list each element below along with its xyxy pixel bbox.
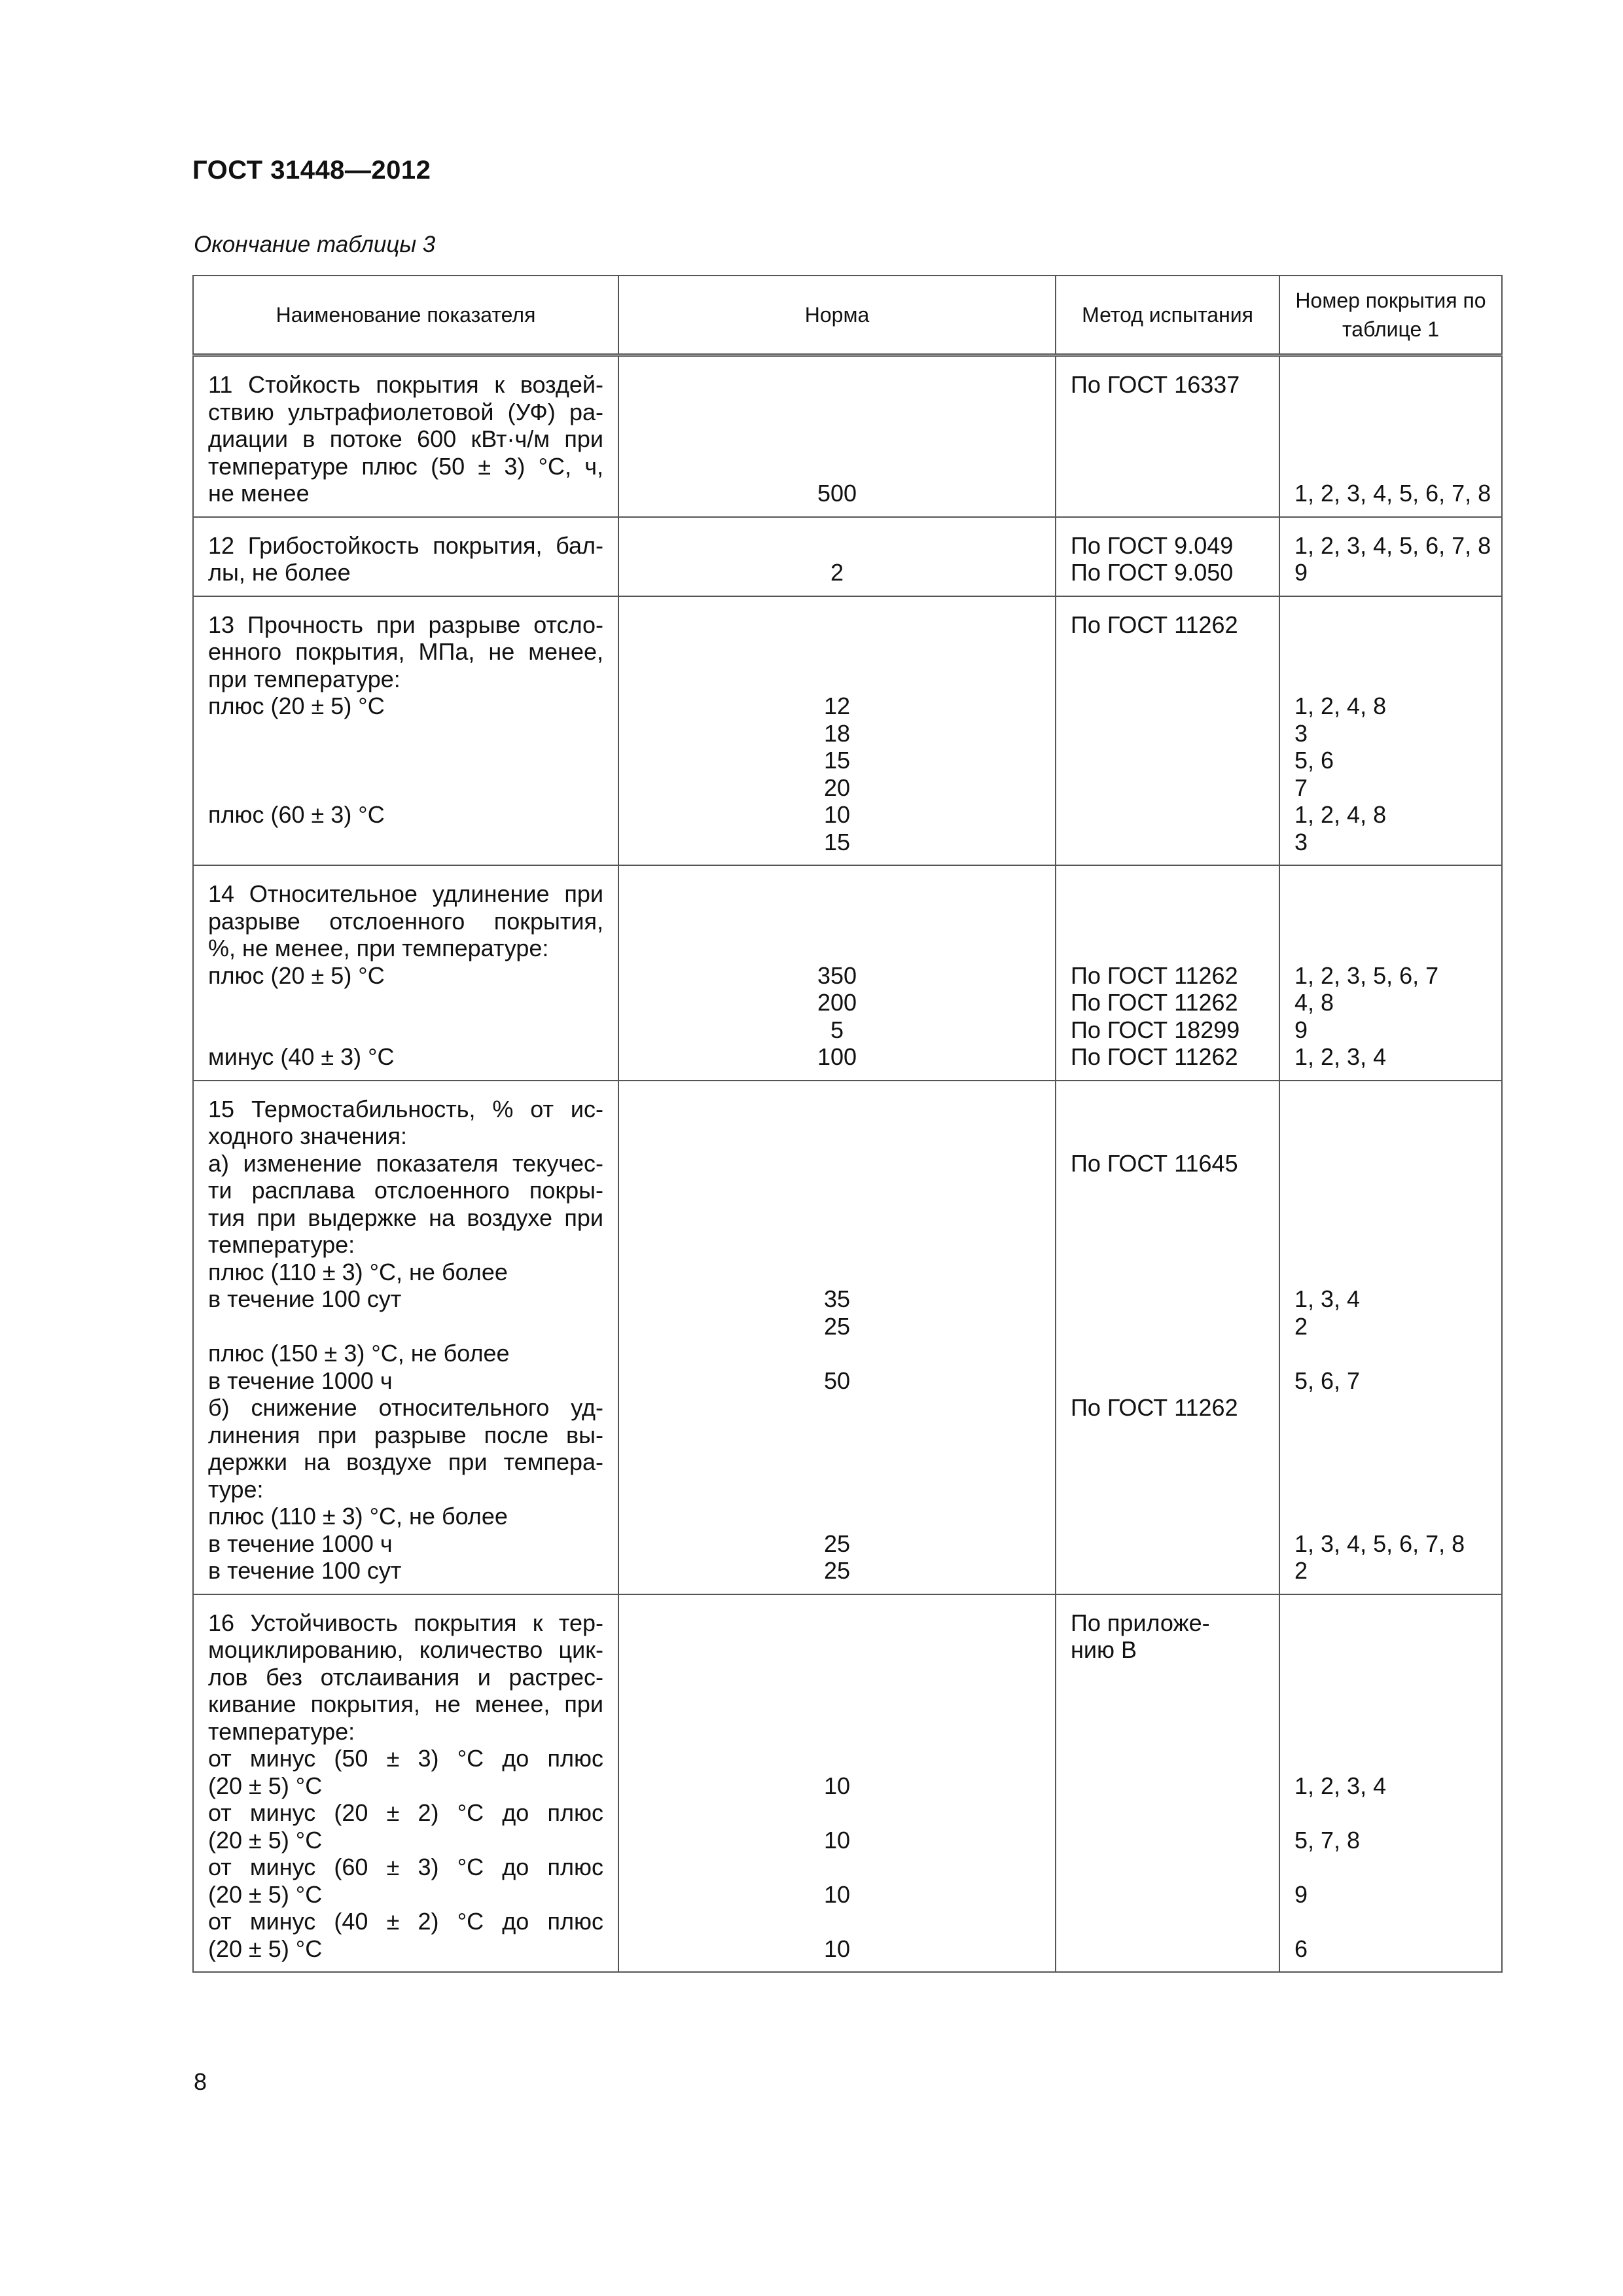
cover-line bbox=[1294, 1664, 1487, 1691]
cover-line bbox=[1294, 1476, 1487, 1503]
method-line bbox=[1071, 1313, 1264, 1340]
indicator-line: температуре: bbox=[208, 1231, 355, 1258]
norm-line bbox=[633, 1204, 1041, 1232]
cover-line: 1, 2, 3, 4, 5, 6, 7, 8 bbox=[1294, 480, 1491, 507]
norm-line: 25 bbox=[823, 1530, 851, 1557]
cover-line: 1, 3, 4 bbox=[1294, 1285, 1361, 1312]
indicator-line: минус (40 ± 3) °С bbox=[208, 1043, 395, 1070]
method-cell bbox=[1056, 596, 1279, 866]
cover-line bbox=[1294, 1854, 1487, 1881]
method-line bbox=[1071, 399, 1264, 426]
method-line bbox=[1071, 692, 1264, 720]
method-line bbox=[1071, 1204, 1264, 1232]
method-line bbox=[1071, 480, 1264, 507]
method-line bbox=[1071, 425, 1264, 453]
norm-line: 10 bbox=[823, 1826, 851, 1854]
norm-line: 25 bbox=[823, 1557, 851, 1584]
cover-line bbox=[1294, 666, 1487, 693]
method-line bbox=[1071, 1231, 1264, 1259]
norm-line bbox=[633, 1231, 1041, 1259]
norm-line bbox=[633, 399, 1041, 426]
table-row bbox=[193, 1081, 1502, 1594]
method-line bbox=[1071, 1530, 1264, 1558]
indicator-line: от минус (20 ± 2) °С до плюс bbox=[208, 1799, 603, 1826]
norm-line bbox=[633, 1854, 1041, 1881]
method-line bbox=[1071, 1557, 1264, 1585]
cover-line bbox=[1294, 399, 1487, 426]
indicator-line: а) изменение показателя текучес- bbox=[208, 1149, 603, 1177]
indicator-line: плюс (150 ± 3) °С, не более bbox=[208, 1340, 510, 1367]
table-row bbox=[193, 865, 1502, 1081]
norm-cell bbox=[618, 355, 1056, 517]
method-line bbox=[1071, 1799, 1264, 1827]
norm-line bbox=[633, 1745, 1041, 1772]
column-header-method: Метод испытания bbox=[1056, 276, 1279, 355]
indicator-line: в течение 100 сут bbox=[208, 1557, 402, 1584]
norm-line bbox=[633, 1394, 1041, 1422]
indicator-line: (20 ± 5) °С bbox=[208, 1880, 323, 1908]
indicator-line: температуре: bbox=[208, 1717, 355, 1745]
method-line bbox=[1071, 1448, 1264, 1476]
cover-line: 9 bbox=[1294, 1016, 1308, 1043]
method-line bbox=[1071, 453, 1264, 480]
method-line: нию В bbox=[1071, 1636, 1137, 1663]
cover-line: 4, 8 bbox=[1294, 989, 1334, 1016]
cover-line: 5, 6, 7 bbox=[1294, 1367, 1361, 1394]
indicator-line: енного покрытия, МПа, не менее, bbox=[208, 638, 603, 665]
indicator-line: лов без отслаивания и растрес- bbox=[208, 1663, 603, 1691]
norm-line bbox=[633, 666, 1041, 693]
indicator-line: разрыве отслоенного покрытия, bbox=[208, 907, 603, 935]
document-header: ГОСТ 31448—2012 bbox=[192, 156, 431, 185]
indicator-line: не менее bbox=[208, 480, 310, 507]
norm-line: 15 bbox=[823, 828, 851, 855]
cover-line bbox=[1294, 1799, 1487, 1827]
method-line: По ГОСТ 9.050 bbox=[1071, 559, 1234, 586]
method-cell bbox=[1056, 1081, 1279, 1594]
indicator-line: (20 ± 5) °С bbox=[208, 1826, 323, 1854]
indicator-line: температуре плюс (50 ± 3) °С, ч, bbox=[208, 452, 603, 480]
norm-line bbox=[633, 1691, 1041, 1718]
cover-line: 1, 2, 3, 4 bbox=[1294, 1043, 1387, 1070]
name-cell bbox=[193, 865, 618, 1081]
norm-line bbox=[633, 1799, 1041, 1827]
method-line: По ГОСТ 18299 bbox=[1071, 1016, 1240, 1043]
indicator-line: моциклированию, количество цик- bbox=[208, 1636, 603, 1663]
method-line bbox=[1071, 1122, 1264, 1150]
cover-line: 1, 2, 3, 5, 6, 7 bbox=[1294, 961, 1439, 989]
cover-line bbox=[1294, 1609, 1487, 1637]
indicator-line bbox=[208, 1313, 603, 1340]
norm-line bbox=[633, 1177, 1041, 1204]
cover-line bbox=[1294, 1422, 1487, 1449]
indicator-line: плюс (110 ± 3) °С, не более bbox=[208, 1503, 508, 1530]
method-line bbox=[1071, 1827, 1264, 1854]
indicator-line: плюс (110 ± 3) °С, не более bbox=[208, 1258, 508, 1285]
method-line: По ГОСТ 9.049 bbox=[1071, 531, 1234, 559]
norm-cell bbox=[618, 1081, 1056, 1594]
cover-line: 5, 6 bbox=[1294, 747, 1334, 774]
indicator-line bbox=[208, 1016, 603, 1044]
norm-line: 15 bbox=[823, 747, 851, 774]
cover-line: 1, 2, 4, 8 bbox=[1294, 692, 1387, 719]
norm-line: 2 bbox=[830, 559, 844, 586]
cover-line bbox=[1294, 453, 1487, 480]
method-cell bbox=[1056, 517, 1279, 596]
indicator-line: ствию ультрафиолетовой (УФ) ра- bbox=[208, 398, 603, 425]
indicator-line: линения при разрыве после вы- bbox=[208, 1421, 603, 1448]
norm-line bbox=[633, 935, 1041, 962]
cover-line: 3 bbox=[1294, 719, 1308, 747]
indicator-line bbox=[208, 774, 603, 802]
norm-line bbox=[633, 1340, 1041, 1367]
method-line bbox=[1071, 880, 1264, 908]
norm-line bbox=[633, 611, 1041, 639]
name-cell bbox=[193, 517, 618, 596]
norm-line: 10 bbox=[823, 1772, 851, 1799]
norm-line bbox=[633, 908, 1041, 935]
cover-line bbox=[1294, 611, 1487, 639]
method-line: По ГОСТ 11645 bbox=[1071, 1149, 1238, 1177]
indicator-line: тия при выдержке на воздухе при bbox=[208, 1204, 603, 1231]
indicator-line: (20 ± 5) °С bbox=[208, 1772, 323, 1799]
method-line: По ГОСТ 11262 bbox=[1071, 1043, 1238, 1070]
cover-line: 7 bbox=[1294, 774, 1308, 801]
indicator-line: при температуре: bbox=[208, 665, 401, 692]
cover-line bbox=[1294, 908, 1487, 935]
table-row bbox=[193, 596, 1502, 866]
indicator-line: в течение 1000 ч bbox=[208, 1530, 393, 1557]
indicator-line: плюс (20 ± 5) °С bbox=[208, 692, 385, 719]
method-line bbox=[1071, 1503, 1264, 1530]
cover-number-cell bbox=[1279, 1081, 1502, 1594]
indicator-line: кивание покрытия, не менее, при bbox=[208, 1691, 603, 1717]
method-line: По приложе- bbox=[1071, 1609, 1210, 1636]
norm-line bbox=[633, 1150, 1041, 1177]
cover-line bbox=[1294, 1150, 1487, 1177]
table-caption: Окончание таблицы 3 bbox=[194, 232, 436, 257]
method-line bbox=[1071, 1745, 1264, 1772]
method-line bbox=[1071, 747, 1264, 774]
norm-line bbox=[633, 1718, 1041, 1746]
norm-cell bbox=[618, 865, 1056, 1081]
cover-number-cell bbox=[1279, 1594, 1502, 1973]
indicator-line: от минус (40 ± 2) °С до плюс bbox=[208, 1908, 603, 1935]
cover-line: 1, 2, 3, 4 bbox=[1294, 1772, 1387, 1799]
indicator-line: б) снижение относительного уд- bbox=[208, 1394, 603, 1421]
cover-line bbox=[1294, 371, 1487, 399]
table-body bbox=[193, 355, 1502, 1973]
table-row bbox=[193, 517, 1502, 596]
norm-line bbox=[633, 371, 1041, 399]
cover-line bbox=[1294, 1908, 1487, 1935]
cover-line bbox=[1294, 1259, 1487, 1286]
norm-line bbox=[633, 532, 1041, 560]
cover-line: 1, 2, 4, 8 bbox=[1294, 801, 1387, 828]
cover-line bbox=[1294, 1718, 1487, 1746]
indicator-line: плюс (20 ± 5) °С bbox=[208, 961, 385, 989]
norm-line bbox=[633, 1636, 1041, 1664]
method-line bbox=[1071, 1422, 1264, 1449]
cover-line bbox=[1294, 1122, 1487, 1150]
norm-line: 18 bbox=[823, 719, 851, 747]
cover-line: 5, 7, 8 bbox=[1294, 1826, 1361, 1854]
cover-line: 6 bbox=[1294, 1935, 1308, 1962]
indicator-line: ходного значения: bbox=[208, 1122, 407, 1149]
method-line bbox=[1071, 1476, 1264, 1503]
name-cell bbox=[193, 1594, 618, 1973]
indicator-line bbox=[208, 747, 603, 774]
cover-line: 1, 3, 4, 5, 6, 7, 8 bbox=[1294, 1530, 1465, 1557]
cover-line bbox=[1294, 1691, 1487, 1718]
method-line bbox=[1071, 1340, 1264, 1367]
column-header-norm: Норма bbox=[618, 276, 1056, 355]
cover-line bbox=[1294, 880, 1487, 908]
cover-line bbox=[1294, 425, 1487, 453]
method-line bbox=[1071, 908, 1264, 935]
table-row bbox=[193, 1594, 1502, 1973]
table-header-row bbox=[193, 276, 1502, 355]
indicator-line: %, не менее, при температуре: bbox=[208, 935, 549, 961]
method-line bbox=[1071, 666, 1264, 693]
indicator-line: от минус (50 ± 3) °С до плюс bbox=[208, 1745, 603, 1772]
indicator-line: 15 Термостабильность, % от ис- bbox=[208, 1095, 603, 1122]
properties-table bbox=[192, 275, 1503, 1973]
cover-line: 9 bbox=[1294, 1880, 1308, 1908]
indicator-line: (20 ± 5) °С bbox=[208, 1935, 323, 1962]
method-line bbox=[1071, 720, 1264, 747]
norm-line: 50 bbox=[823, 1367, 851, 1394]
cover-number-cell bbox=[1279, 517, 1502, 596]
indicator-line: 12 Грибостойкость покрытия, бал- bbox=[208, 531, 603, 559]
cover-line: 1, 2, 3, 4, 5, 6, 7, 8 bbox=[1294, 531, 1491, 559]
name-cell bbox=[193, 355, 618, 517]
cover-line bbox=[1294, 1177, 1487, 1204]
cover-line: 2 bbox=[1294, 1557, 1308, 1584]
norm-line bbox=[633, 1503, 1041, 1530]
method-line bbox=[1071, 1772, 1264, 1800]
cover-line bbox=[1294, 1096, 1487, 1123]
norm-line: 35 bbox=[823, 1285, 851, 1312]
method-line bbox=[1071, 638, 1264, 666]
method-line bbox=[1071, 1718, 1264, 1746]
method-line: По ГОСТ 11262 bbox=[1071, 1394, 1238, 1421]
method-line: По ГОСТ 16337 bbox=[1071, 371, 1240, 398]
norm-line bbox=[633, 1259, 1041, 1286]
indicator-line: 16 Устойчивость покрытия к тер- bbox=[208, 1609, 603, 1636]
method-line bbox=[1071, 1367, 1264, 1395]
norm-line bbox=[633, 1609, 1041, 1637]
method-line bbox=[1071, 1259, 1264, 1286]
indicator-line bbox=[208, 829, 603, 856]
name-cell bbox=[193, 1081, 618, 1594]
column-header-name: Наименование показателя bbox=[193, 276, 618, 355]
norm-line bbox=[633, 1664, 1041, 1691]
method-line: По ГОСТ 11262 bbox=[1071, 989, 1238, 1016]
indicator-line: ти расплава отслоенного покры- bbox=[208, 1177, 603, 1204]
cover-line bbox=[1294, 1448, 1487, 1476]
norm-cell bbox=[618, 596, 1056, 866]
method-line bbox=[1071, 1691, 1264, 1718]
name-cell bbox=[193, 596, 618, 866]
norm-line bbox=[633, 638, 1041, 666]
method-line bbox=[1071, 1285, 1264, 1313]
cover-line bbox=[1294, 1340, 1487, 1367]
method-line bbox=[1071, 1096, 1264, 1123]
cover-line bbox=[1294, 638, 1487, 666]
method-line: По ГОСТ 11262 bbox=[1071, 961, 1238, 989]
method-line bbox=[1071, 774, 1264, 802]
indicator-line: 11 Стойкость покрытия к воздей- bbox=[208, 371, 603, 398]
norm-line: 100 bbox=[817, 1043, 857, 1070]
cover-line bbox=[1294, 1503, 1487, 1530]
norm-line bbox=[633, 880, 1041, 908]
method-line bbox=[1071, 1664, 1264, 1691]
method-line bbox=[1071, 1908, 1264, 1935]
cover-line bbox=[1294, 1636, 1487, 1664]
norm-line: 10 bbox=[823, 1935, 851, 1962]
norm-line: 200 bbox=[817, 989, 857, 1016]
norm-cell bbox=[618, 517, 1056, 596]
norm-line bbox=[633, 1096, 1041, 1123]
indicator-line: туре: bbox=[208, 1475, 264, 1503]
norm-line: 5 bbox=[830, 1016, 844, 1043]
method-line bbox=[1071, 1935, 1264, 1963]
norm-line: 12 bbox=[823, 692, 851, 719]
indicator-line: от минус (60 ± 3) °С до плюс bbox=[208, 1854, 603, 1880]
table-row bbox=[193, 355, 1502, 517]
indicator-line bbox=[208, 720, 603, 747]
indicator-line: в течение 100 сут bbox=[208, 1285, 402, 1312]
method-cell bbox=[1056, 355, 1279, 517]
method-line bbox=[1071, 1177, 1264, 1204]
cover-number-cell bbox=[1279, 865, 1502, 1081]
cover-number-cell bbox=[1279, 355, 1502, 517]
method-cell bbox=[1056, 1594, 1279, 1973]
norm-line: 10 bbox=[823, 1880, 851, 1908]
cover-line bbox=[1294, 1394, 1487, 1422]
cover-line bbox=[1294, 935, 1487, 962]
norm-line: 500 bbox=[817, 480, 857, 507]
norm-line: 20 bbox=[823, 774, 851, 801]
cover-line: 9 bbox=[1294, 559, 1308, 586]
method-line: По ГОСТ 11262 bbox=[1071, 611, 1238, 638]
cover-line bbox=[1294, 1231, 1487, 1259]
norm-cell bbox=[618, 1594, 1056, 1973]
norm-line bbox=[633, 425, 1041, 453]
norm-line bbox=[633, 1908, 1041, 1935]
cover-line bbox=[1294, 1204, 1487, 1232]
cover-line: 3 bbox=[1294, 828, 1308, 855]
method-cell bbox=[1056, 865, 1279, 1081]
indicator-line bbox=[208, 989, 603, 1016]
column-header-cover-number: Номер покрытия по таблице 1 bbox=[1279, 276, 1502, 355]
indicator-line: держки на воздухе при темпера- bbox=[208, 1448, 603, 1475]
indicator-line: в течение 1000 ч bbox=[208, 1367, 393, 1394]
norm-line: 10 bbox=[823, 801, 851, 828]
norm-line bbox=[633, 1422, 1041, 1449]
indicator-line: 14 Относительное удлинение при bbox=[208, 880, 603, 907]
norm-line bbox=[633, 1448, 1041, 1476]
page-number: 8 bbox=[194, 2068, 207, 2095]
cover-line bbox=[1294, 1745, 1487, 1772]
indicator-line: лы, не более bbox=[208, 559, 351, 586]
cover-line: 2 bbox=[1294, 1312, 1308, 1340]
norm-line bbox=[633, 1476, 1041, 1503]
norm-line: 350 bbox=[817, 961, 857, 989]
method-line bbox=[1071, 829, 1264, 856]
method-line bbox=[1071, 1854, 1264, 1881]
cover-number-cell bbox=[1279, 596, 1502, 866]
method-line bbox=[1071, 801, 1264, 829]
indicator-line: 13 Прочность при разрыве отсло- bbox=[208, 611, 603, 638]
norm-line: 25 bbox=[823, 1312, 851, 1340]
method-line bbox=[1071, 1881, 1264, 1909]
norm-line bbox=[633, 453, 1041, 480]
norm-line bbox=[633, 1122, 1041, 1150]
indicator-line: диации в потоке 600 кВт·ч/м при bbox=[208, 425, 603, 452]
method-line bbox=[1071, 935, 1264, 962]
indicator-line: плюс (60 ± 3) °С bbox=[208, 801, 385, 828]
